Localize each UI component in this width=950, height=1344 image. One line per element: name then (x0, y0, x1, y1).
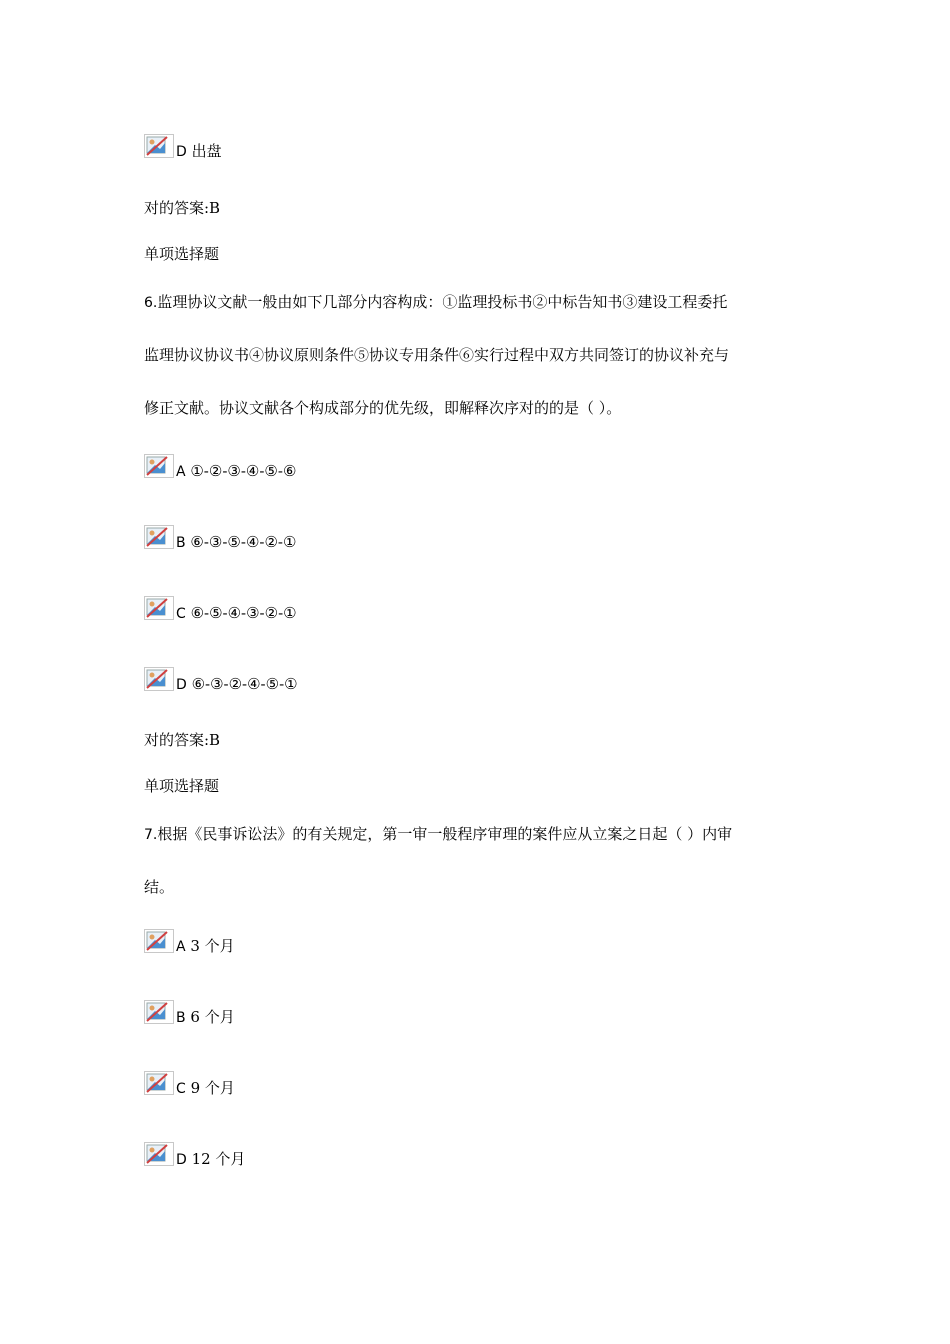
broken-image-icon (144, 1000, 174, 1024)
q6-option-d[interactable] (144, 665, 298, 691)
broken-image-icon (144, 929, 174, 953)
q7-option-c[interactable] (144, 1069, 235, 1095)
option-label: A 3 个月 (176, 937, 235, 955)
q6-stem-line-1: 6.监理协议文献一般由如下几部分内容构成：①监理投标书②中标告知书③建设工程委托 (144, 293, 728, 311)
q7-option-a[interactable] (144, 927, 235, 953)
option-label: B ⑥-③-⑤-④-②-① (176, 533, 297, 551)
q6-stem-line-3: 修正文献。协议文献各个构成部分的优先级，即解释次序对的的是（ ）。 (144, 399, 622, 417)
q7-stem-line-2: 结。 (144, 878, 175, 896)
broken-image-icon (144, 134, 174, 158)
q7-option-d[interactable] (144, 1140, 245, 1166)
broken-image-icon (144, 1142, 174, 1166)
answer-line: 对的答案:B (144, 731, 221, 749)
q5-option-d[interactable] (144, 132, 222, 158)
option-label: D 12 个月 (176, 1150, 246, 1168)
q6-option-c[interactable] (144, 594, 297, 620)
question-type: 单项选择题 (144, 777, 220, 795)
question-type: 单项选择题 (144, 245, 220, 263)
q6-option-b[interactable] (144, 523, 296, 549)
broken-image-icon (144, 1071, 174, 1095)
broken-image-icon (144, 525, 174, 549)
broken-image-icon (144, 454, 174, 478)
option-label: A ①-②-③-④-⑤-⑥ (176, 462, 297, 480)
option-label: C 9 个月 (176, 1079, 235, 1097)
option-label: B 6 个月 (176, 1008, 235, 1026)
answer-line: 对的答案:B (144, 199, 221, 217)
q7-option-b[interactable] (144, 998, 235, 1024)
broken-image-icon (144, 667, 174, 691)
option-label: C ⑥-⑤-④-③-②-① (176, 604, 297, 622)
option-label: D 出盘 (176, 142, 222, 160)
option-label: D ⑥-③-②-④-⑤-① (176, 675, 298, 693)
q6-stem-line-2: 监理协议协议书④协议原则条件⑤协议专用条件⑥实行过程中双方共同签订的协议补充与 (144, 346, 730, 364)
q7-stem-line-1: 7.根据《民事诉讼法》的有关规定，第一审一般程序审理的案件应从立案之日起（ ）内审 (144, 825, 733, 843)
broken-image-icon (144, 596, 174, 620)
q6-option-a[interactable] (144, 452, 296, 478)
